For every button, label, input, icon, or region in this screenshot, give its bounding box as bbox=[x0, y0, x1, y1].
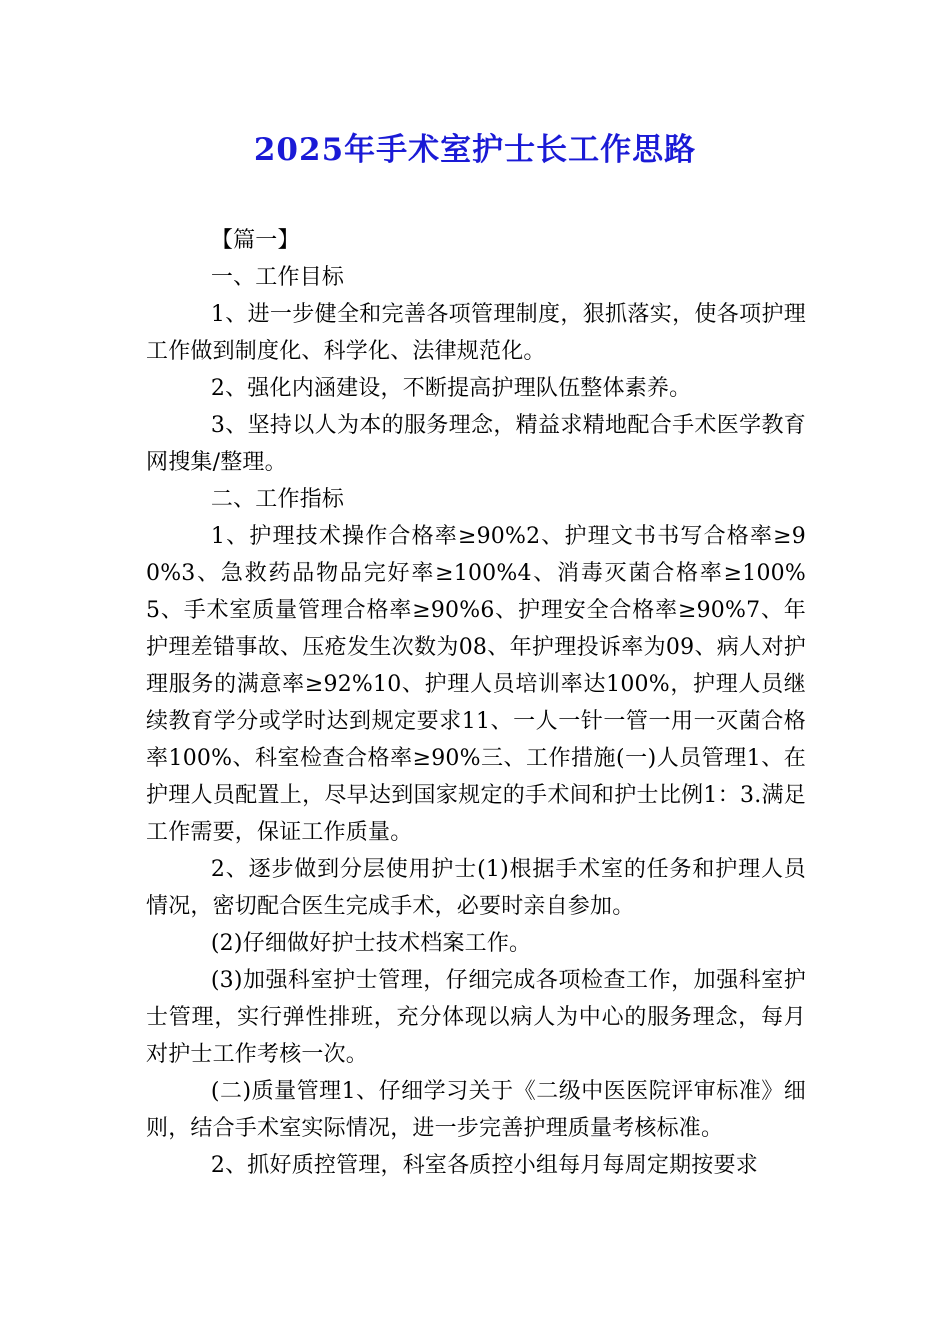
section-heading-work-goals: 一、工作目标 bbox=[210, 265, 345, 290]
section-heading-work-indicators: 二、工作指标 bbox=[210, 487, 345, 512]
section-heading-part-one: 【篇一】 bbox=[210, 228, 300, 253]
paragraph: (3)加强科室护士管理，仔细完成各项检查工作，加强科室护士管理，实行弹性排班，充分体现以病人为中心的服务理念，每月对护士工作考核一次。 bbox=[146, 968, 806, 1067]
paragraph: 2、强化内涵建设，不断提高护理队伍整体素养。 bbox=[210, 376, 692, 401]
paragraph: 2、抓好质控管理，科室各质控小组每月每周定期按要求 bbox=[210, 1153, 758, 1178]
document-title: 2025年手术室护士长工作思路 bbox=[253, 132, 697, 168]
paragraph: 3、坚持以人为本的服务理念，精益求精地配合手术医学教育网搜集/整理。 bbox=[146, 413, 806, 475]
paragraph: 2、逐步做到分层使用护士(1)根据手术室的任务和护理人员情况，密切配合医生完成手术，必要时亲自参加。 bbox=[146, 857, 806, 919]
paragraph: (二)质量管理1、仔细学习关于《二级中医医院评审标准》细则，结合手术室实际情况，进一步完善护理质量考核标准。 bbox=[146, 1079, 806, 1141]
paragraph: 1、护理技术操作合格率≥90%2、护理文书书写合格率≥90%3、急救药品物品完好率≥100%4、消毒灭菌合格率≥100%5、手术室质量管理合格率≥90%6、护理安全合格率≥90%7、年护理差错事故、压疮发生次数为08、年护理投诉率为09、病人对护理服务的满意率≥92%10、护理人员培训率达100%，护理人员继续教育学分或学时达到规定要求11、一人一针一管一用一灭菌合格率100%、科室检查合格率≥90%三、工作措施(一)人员管理1、在护理人员配置上，尽早达到国家规定的手术间和护士比例1：3.满足工作需要，保证工作质量。 bbox=[146, 524, 806, 845]
paragraph: 1、进一步健全和完善各项管理制度，狠抓落实，使各项护理工作做到制度化、科学化、法律规范化。 bbox=[146, 302, 806, 364]
paragraph: (2)仔细做好护士技术档案工作。 bbox=[210, 931, 532, 956]
document-body bbox=[146, 222, 806, 1184]
